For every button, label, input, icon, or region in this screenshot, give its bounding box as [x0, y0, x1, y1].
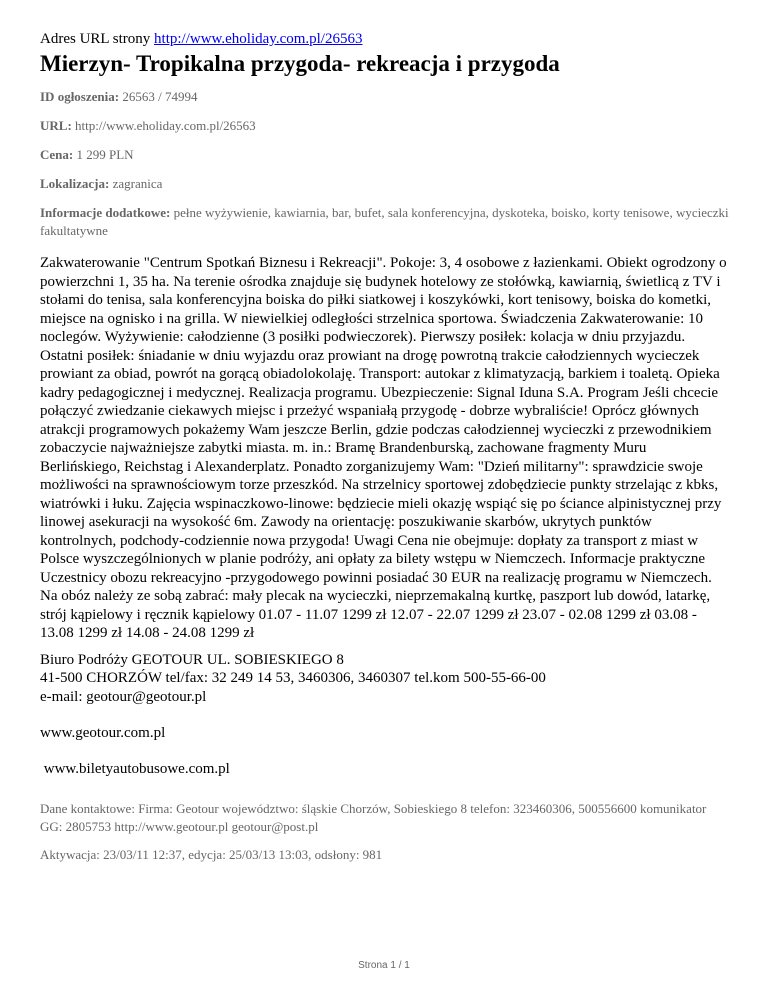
website-link-2-text: www.biletyautobusowe.com.pl — [43, 761, 230, 777]
url-value: http://www.eholiday.com.pl/26563 — [75, 118, 256, 133]
offer-description: Zakwaterowanie "Centrum Spotkań Biznesu i Rekreacji". Pokoje: 3, 4 osobowe z łazienkami. Obiekt ogrodzony o powierzchni 1, 35 ha. Na terenie ośrodka znajduje się budynek hotelowy ze stołówką, kawiarnią, świetlicą z TV i stołami do tenisa, sala konferencyjna boiska do piłki siatkowej i koszykówki, kort tenisowy, boiska do kometki, miejsce na ognisko i na grilla. W niewielkiej odległości strzelnica sportowa. Świadczenia Zakwaterowanie: 10 noclegów. Wyżywienie: całodzienne (3 posiłki podwieczorek). Pierwszy posiłek: kolacja w dniu przyjazdu. Ostatni posiłek: śniadanie w dniu wyjazdu oraz prowiant na drogę powrotną trakcie całodziennych wycieczek prowiant za obiad, powrót na gorącą obiadolokolaję. Transport: autokar z klimatyzacją, barkiem i toaletą. Opieka kadry pedagogicznej i medycznej. Realizacja programu. Ubezpieczenie: Signal Iduna S.A. Program Jeśli chcecie połączyć zwiedzanie ciekawych miejsc i przeżyć wspaniałą przygodę - dobrze wybraliście! Oprócz głównych atrakcji programowych pokażemy Wam jeszcze Berlin, gdzie podczas całodziennej wycieczki z przewodnikiem zobaczycie najważniejsze zabytki miasta. m. in.: Bramę Brandenburską, zachowane fragmenty Muru Berlińskiego, Reichstag i Alexanderplatz. Ponadto zorganizujemy Wam: "Dzień militarny": sprawdzicie swoje możliwości na sprawnościowym torze przeszkód. Na strzelnicy sportowej zdobędziecie punkty strzelając z kbks, wiatrówki i łuku. Zajęcia wspinaczkowo-linowe: będziecie mieli okazję wspiąć się po ściance alpinistycznej przy linowej asekuracji na wysokość 6m. Zawody na orientację: poszukiwanie skarbów, ukrytych punktów kontrolnych, podchody-codziennie nowa przygoda! Uwagi Cena nie obejmuje: dopłaty za transport z miast w Polsce wyszczególnionych w planie podróży, ani opłaty za bilety wstępu w Niemczech. Informacje praktyczne Uczestnicy obozu rekreacyjno -przygodowego powinni posiadać 30 EUR na realizację programu w Niemczech. Na obóz należy ze sobą zabrać: mały plecak na wycieczki, nieprzemakalną kurtkę, paszport lub dowód, latarkę, strój kąpielowy i ręcznik kąpielowy 01.07 - 11.07 1299 zł 12.07 - 22.07 1299 zł 23.07 - 02.08 1299 zł 03.08 - 13.08 1299 zł 14.08 - 24.08 1299 zł — [40, 255, 727, 641]
ad-id-row — [40, 88, 730, 106]
page-url-line — [40, 30, 730, 48]
page-url-link[interactable]: http://www.eholiday.com.pl/26563 — [154, 31, 363, 47]
url-row — [40, 117, 730, 135]
ad-id-label: ID ogłoszenia: — [40, 89, 120, 104]
url-prefix: Adres URL strony — [40, 31, 151, 47]
page-title: Mierzyn- Tropikalna przygoda- rekreacja i przygoda — [40, 51, 560, 76]
additional-info-label: Informacje dodatkowe: — [40, 205, 171, 220]
price-row — [40, 146, 730, 164]
document-page — [40, 30, 730, 864]
contact-data-block: Dane kontaktowe: Firma: Geotour województwo: śląskie Chorzów, Sobieskiego 8 telefon: 323460306, 500556600 komunikator GG: 2805753 http://www.geotour.pl geotour@post.pl — [40, 801, 707, 834]
price-label: Cena: — [40, 147, 74, 162]
url-label: URL: — [40, 118, 72, 133]
agency-contact-email: e-mail: geotour@geotour.pl — [40, 688, 207, 705]
agency-contact-line-2: 41-500 CHORZÓW tel/fax: 32 249 14 53, 3460306, 3460307 tel.kom 500-55-66-00 — [40, 670, 546, 686]
location-label: Lokalizacja: — [40, 176, 110, 191]
website-link-1: www.geotour.com.pl — [40, 725, 166, 741]
activation-info: Aktywacja: 23/03/11 12:37, edycja: 25/03/13 13:03, odsłony: 981 — [40, 847, 383, 862]
location-value: zagranica — [112, 176, 163, 191]
ad-id-value: 26563 / 74994 — [122, 89, 198, 104]
agency-contact — [40, 651, 730, 707]
website-link-2 — [40, 760, 730, 778]
additional-info-row — [40, 204, 730, 240]
location-row — [40, 175, 730, 193]
page-number-footer: Strona 1 / 1 — [358, 960, 410, 971]
price-value: 1 299 PLN — [76, 147, 134, 162]
agency-contact-line-1: Biuro Podróży GEOTOUR UL. SOBIESKIEGO 8 — [40, 651, 344, 668]
additional-info-value: pełne wyżywienie, kawiarnia, bar, bufet, sala konferencyjna, dyskoteka, boisko, korty tenisowe, wycieczki fakultatywne — [40, 205, 729, 238]
